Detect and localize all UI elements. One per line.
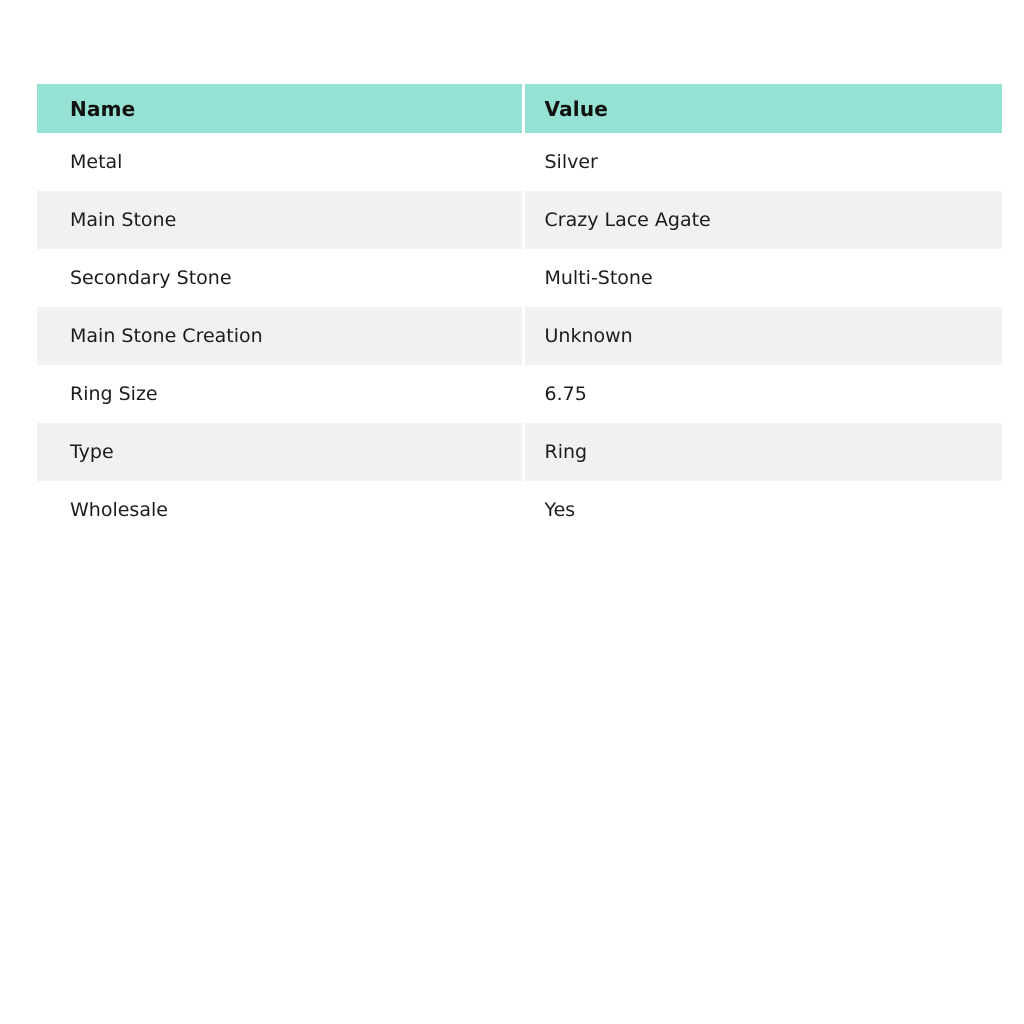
table-row	[37, 423, 1002, 481]
attributes-table	[37, 84, 1002, 539]
column-header-name: Name	[37, 84, 523, 133]
value-cell: Crazy Lace Agate	[523, 191, 1002, 249]
value-cell: Unknown	[523, 307, 1002, 365]
table-row	[37, 191, 1002, 249]
value-cell: Yes	[523, 481, 1002, 539]
column-header-value: Value	[523, 84, 1002, 133]
table-row	[37, 365, 1002, 423]
name-cell: Metal	[37, 133, 523, 191]
table-row	[37, 307, 1002, 365]
header-row	[37, 84, 1002, 133]
value-cell: Ring	[523, 423, 1002, 481]
name-cell: Type	[37, 423, 523, 481]
name-cell: Ring Size	[37, 365, 523, 423]
table-row	[37, 481, 1002, 539]
table-row	[37, 133, 1002, 191]
name-cell: Wholesale	[37, 481, 523, 539]
value-cell: 6.75	[523, 365, 1002, 423]
name-cell: Secondary Stone	[37, 249, 523, 307]
name-cell: Main Stone	[37, 191, 523, 249]
table-row	[37, 249, 1002, 307]
value-cell: Silver	[523, 133, 1002, 191]
name-cell: Main Stone Creation	[37, 307, 523, 365]
value-cell: Multi-Stone	[523, 249, 1002, 307]
